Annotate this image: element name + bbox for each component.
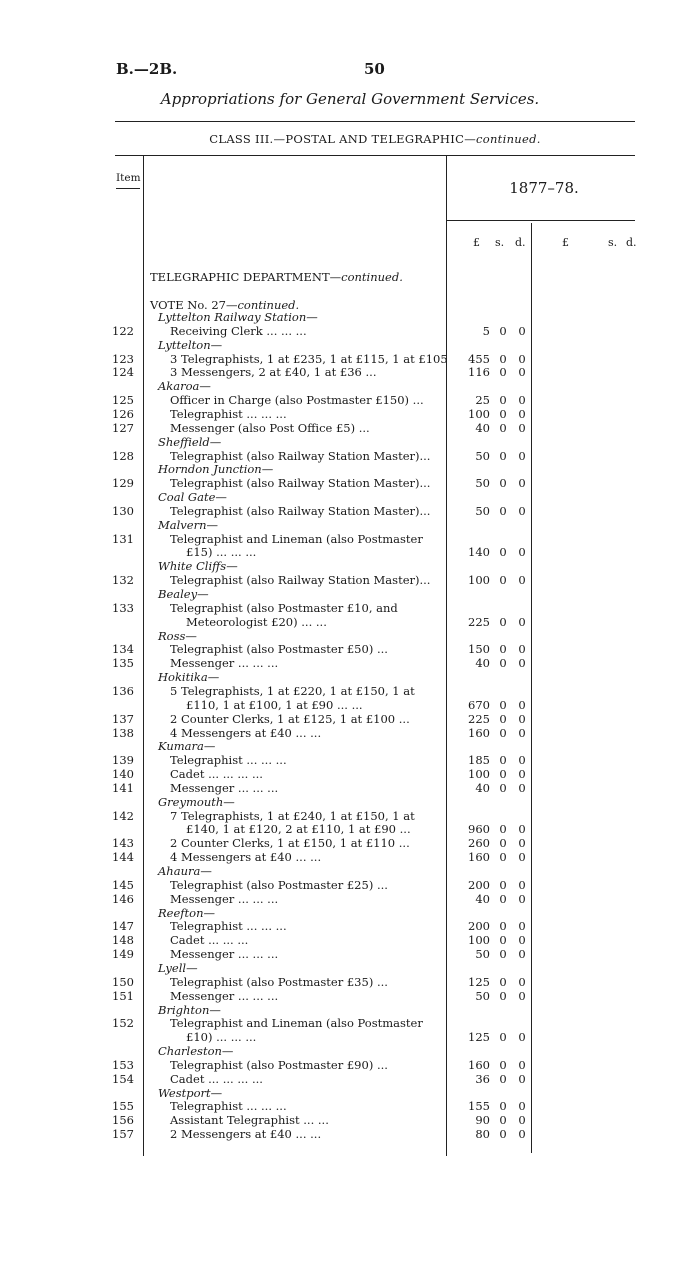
place-heading: Lyttelton Railway Station— bbox=[158, 310, 318, 324]
item-description: 3 Messengers, 2 at £40, 1 at £36 ... bbox=[170, 365, 377, 380]
amount-pence: 0 bbox=[518, 697, 526, 712]
item-number: 129 bbox=[112, 476, 134, 491]
amount-pence: 0 bbox=[518, 947, 526, 962]
amount-pounds: 40 bbox=[475, 780, 490, 795]
amount-shillings: 0 bbox=[499, 1071, 507, 1086]
amount-pence: 0 bbox=[518, 476, 526, 491]
amount-pounds: 100 bbox=[468, 933, 490, 948]
amount-pence: 0 bbox=[518, 573, 526, 588]
amount-shillings: 0 bbox=[499, 448, 507, 463]
amount-pounds: 200 bbox=[468, 877, 490, 892]
place-heading: Hokitika— bbox=[158, 670, 220, 685]
item-number: 157 bbox=[112, 1127, 134, 1142]
item-number: 130 bbox=[112, 503, 134, 518]
item-number: 147 bbox=[112, 919, 134, 934]
place-heading: Akaroa— bbox=[158, 379, 211, 394]
item-number: 136 bbox=[112, 683, 134, 698]
amount-pence: 0 bbox=[518, 933, 526, 948]
item-number: 152 bbox=[112, 1016, 134, 1031]
item-description: Telegraphist (also Railway Station Master)... bbox=[170, 503, 431, 518]
page-title-text: Appropriations for General Government Services. bbox=[160, 90, 540, 108]
amount-pence: 0 bbox=[518, 850, 526, 865]
amount-pounds: 185 bbox=[468, 753, 490, 768]
amount-pounds: 80 bbox=[475, 1127, 490, 1142]
amount-pence: 0 bbox=[518, 365, 526, 380]
class-heading-text: CLASS III.—POSTAL AND TELEGRAPHIC— bbox=[209, 132, 476, 146]
amount-pence: 0 bbox=[518, 642, 526, 657]
item-description: Messenger ... ... ... bbox=[170, 988, 279, 1003]
item-number: 128 bbox=[112, 448, 134, 463]
year-under-rule bbox=[447, 220, 635, 221]
amount-shillings: 0 bbox=[499, 573, 507, 588]
item-description-continued: Meteorologist £20) ... ... bbox=[186, 614, 327, 629]
amount-pence: 0 bbox=[518, 1099, 526, 1114]
amount-pence: 0 bbox=[518, 545, 526, 560]
item-description: Telegraphist ... ... ... bbox=[170, 406, 287, 421]
item-number: 141 bbox=[112, 780, 134, 795]
item-description: Officer in Charge (also Postmaster £150) ... bbox=[170, 393, 424, 408]
amount-pence: 0 bbox=[518, 420, 526, 435]
amount-pounds: 40 bbox=[475, 420, 490, 435]
item-description: 4 Messengers at £40 ... ... bbox=[170, 850, 322, 865]
amount-shillings: 0 bbox=[499, 545, 507, 560]
amount-pounds: 455 bbox=[468, 351, 490, 366]
item-number: 138 bbox=[112, 725, 134, 740]
item-description: Telegraphist (also Railway Station Master)... bbox=[170, 476, 431, 491]
item-number: 122 bbox=[112, 323, 134, 338]
amount-pounds: 960 bbox=[468, 822, 490, 837]
place-heading: Ross— bbox=[158, 628, 197, 643]
item-number: 124 bbox=[112, 365, 134, 380]
amount-pounds: 160 bbox=[468, 725, 490, 740]
amount-pence: 0 bbox=[518, 753, 526, 768]
item-description: Cadet ... ... ... ... bbox=[170, 767, 263, 782]
amount-shillings: 0 bbox=[499, 1030, 507, 1045]
item-description-continued: £15) ... ... ... bbox=[186, 545, 257, 560]
item-description: Receiving Clerk ... ... ... bbox=[170, 323, 307, 338]
class-heading-suffix: continued. bbox=[476, 132, 541, 146]
item-description: Telegraphist and Lineman (also Postmaster bbox=[170, 1016, 423, 1031]
amount-pounds: 40 bbox=[475, 656, 490, 671]
amount-pounds: 670 bbox=[468, 697, 490, 712]
amount-pounds: 100 bbox=[468, 406, 490, 421]
amount-shillings: 0 bbox=[499, 614, 507, 629]
amount-pounds: 260 bbox=[468, 836, 490, 851]
amount-pence: 0 bbox=[518, 448, 526, 463]
amount-pence: 0 bbox=[518, 1030, 526, 1045]
amount-shillings: 0 bbox=[499, 836, 507, 851]
amount-pounds: 160 bbox=[468, 850, 490, 865]
amount-pence: 0 bbox=[518, 406, 526, 421]
item-number: 139 bbox=[112, 753, 134, 768]
amount-pence: 0 bbox=[518, 780, 526, 795]
amount-shillings: 0 bbox=[499, 1113, 507, 1128]
amount-pence: 0 bbox=[518, 1071, 526, 1086]
amount-shillings: 0 bbox=[499, 988, 507, 1003]
col1-shilling-header: s. bbox=[495, 236, 505, 249]
amount-pounds: 116 bbox=[468, 365, 490, 380]
item-description: Messenger (also Post Office £5) ... bbox=[170, 420, 370, 435]
amount-shillings: 0 bbox=[499, 1057, 507, 1072]
amount-pounds: 225 bbox=[468, 614, 490, 629]
item-description: Telegraphist (also Postmaster £25) ... bbox=[170, 877, 388, 892]
place-heading: Westport— bbox=[158, 1085, 223, 1100]
item-description: 4 Messengers at £40 ... ... bbox=[170, 725, 322, 740]
col1-pence-header: d. bbox=[515, 236, 526, 249]
amount-pence: 0 bbox=[518, 919, 526, 934]
item-column-rule bbox=[143, 156, 144, 1156]
place-heading: Brighton— bbox=[158, 1002, 221, 1017]
item-number: 134 bbox=[112, 642, 134, 657]
item-description: 3 Telegraphists, 1 at £235, 1 at £115, 1 at £105 bbox=[170, 351, 448, 366]
amount-shillings: 0 bbox=[499, 420, 507, 435]
amount-shillings: 0 bbox=[499, 1127, 507, 1142]
amount-pounds: 50 bbox=[475, 448, 490, 463]
amount-pence: 0 bbox=[518, 1113, 526, 1128]
vote-text: VOTE No. 27— bbox=[150, 298, 238, 312]
amount-pounds: 125 bbox=[468, 974, 490, 989]
amount-split-rule bbox=[531, 223, 532, 1153]
amount-shillings: 0 bbox=[499, 1099, 507, 1114]
item-description: Telegraphist (also Postmaster £10, and bbox=[170, 600, 398, 615]
item-description: Telegraphist (also Postmaster £50) ... bbox=[170, 642, 388, 657]
amount-pounds: 160 bbox=[468, 1057, 490, 1072]
amount-pence: 0 bbox=[518, 393, 526, 408]
amount-shillings: 0 bbox=[499, 891, 507, 906]
item-number: 127 bbox=[112, 420, 134, 435]
department-heading bbox=[150, 270, 403, 284]
item-description: Messenger ... ... ... bbox=[170, 891, 279, 906]
item-number: 131 bbox=[112, 531, 134, 546]
title-rule bbox=[115, 121, 635, 122]
item-description-continued: £10) ... ... ... bbox=[186, 1030, 257, 1045]
amount-shillings: 0 bbox=[499, 393, 507, 408]
place-heading: Sheffield— bbox=[158, 434, 222, 449]
amount-pounds: 5 bbox=[482, 323, 490, 338]
amount-shillings: 0 bbox=[499, 877, 507, 892]
amount-pence: 0 bbox=[518, 656, 526, 671]
item-column-header: Item bbox=[116, 172, 141, 184]
item-number: 155 bbox=[112, 1099, 134, 1114]
amount-shillings: 0 bbox=[499, 697, 507, 712]
item-number: 146 bbox=[112, 891, 134, 906]
item-number: 132 bbox=[112, 573, 134, 588]
amount-pence: 0 bbox=[518, 877, 526, 892]
item-number: 123 bbox=[112, 351, 134, 366]
item-description: 7 Telegraphists, 1 at £240, 1 at £150, 1 at bbox=[170, 808, 415, 823]
place-heading: Malvern— bbox=[158, 517, 219, 532]
item-description: Telegraphist ... ... ... bbox=[170, 919, 287, 934]
place-heading: White Cliffs— bbox=[158, 559, 238, 574]
amount-pence: 0 bbox=[518, 323, 526, 338]
item-description-continued: £140, 1 at £120, 2 at £110, 1 at £90 ... bbox=[186, 822, 411, 837]
amount-pounds: 90 bbox=[475, 1113, 490, 1128]
table-top-rule bbox=[115, 155, 635, 156]
item-number: 126 bbox=[112, 406, 134, 421]
amount-shillings: 0 bbox=[499, 323, 507, 338]
amount-pence: 0 bbox=[518, 351, 526, 366]
amount-pounds: 50 bbox=[475, 476, 490, 491]
item-number: 149 bbox=[112, 947, 134, 962]
item-number: 148 bbox=[112, 933, 134, 948]
place-heading: Horndon Junction— bbox=[158, 462, 274, 477]
amount-shillings: 0 bbox=[499, 711, 507, 726]
item-description: Telegraphist (also Postmaster £90) ... bbox=[170, 1057, 388, 1072]
place-heading: Lyttelton— bbox=[158, 337, 223, 352]
amount-shillings: 0 bbox=[499, 351, 507, 366]
amount-pence: 0 bbox=[518, 614, 526, 629]
document-reference: B.—2B. bbox=[116, 60, 178, 78]
amount-shillings: 0 bbox=[499, 947, 507, 962]
page-number: 50 bbox=[364, 60, 385, 78]
amount-pence: 0 bbox=[518, 822, 526, 837]
item-description: 2 Counter Clerks, 1 at £150, 1 at £110 ... bbox=[170, 836, 410, 851]
item-description: Telegraphist ... ... ... bbox=[170, 753, 287, 768]
amount-pounds: 50 bbox=[475, 947, 490, 962]
item-description: Cadet ... ... ... ... bbox=[170, 1071, 263, 1086]
item-description-continued: £110, 1 at £100, 1 at £90 ... ... bbox=[186, 697, 363, 712]
item-number: 142 bbox=[112, 808, 134, 823]
col2-shilling-header: s. bbox=[608, 236, 618, 249]
place-heading: Lyell— bbox=[158, 960, 198, 975]
amount-pounds: 150 bbox=[468, 642, 490, 657]
place-heading: Kumara— bbox=[158, 739, 216, 754]
item-description: Messenger ... ... ... bbox=[170, 780, 279, 795]
amount-pounds: 100 bbox=[468, 573, 490, 588]
item-description: 2 Messengers at £40 ... ... bbox=[170, 1127, 322, 1142]
amount-shillings: 0 bbox=[499, 503, 507, 518]
item-description: Telegraphist ... ... ... bbox=[170, 1099, 287, 1114]
amount-pounds: 36 bbox=[475, 1071, 490, 1086]
amount-shillings: 0 bbox=[499, 822, 507, 837]
item-description: Telegraphist and Lineman (also Postmaster bbox=[170, 531, 423, 546]
item-number: 154 bbox=[112, 1071, 134, 1086]
amount-shillings: 0 bbox=[499, 767, 507, 782]
amount-pounds: 155 bbox=[468, 1099, 490, 1114]
amount-shillings: 0 bbox=[499, 974, 507, 989]
item-description: Telegraphist (also Postmaster £35) ... bbox=[170, 974, 388, 989]
item-number: 143 bbox=[112, 836, 134, 851]
item-number: 133 bbox=[112, 600, 134, 615]
amount-pence: 0 bbox=[518, 1127, 526, 1142]
item-number: 156 bbox=[112, 1113, 134, 1128]
amount-shillings: 0 bbox=[499, 725, 507, 740]
amount-pence: 0 bbox=[518, 836, 526, 851]
place-heading: Bealey— bbox=[158, 587, 209, 601]
item-description: Messenger ... ... ... bbox=[170, 656, 279, 671]
amount-shillings: 0 bbox=[499, 753, 507, 768]
item-number: 135 bbox=[112, 656, 134, 671]
col2-pound-header: £ bbox=[562, 236, 569, 249]
item-description: Telegraphist (also Railway Station Master)... bbox=[170, 448, 431, 463]
class-heading bbox=[115, 132, 635, 146]
department-suffix: continued. bbox=[341, 270, 403, 284]
vote-suffix: continued. bbox=[237, 298, 300, 312]
amount-pence: 0 bbox=[518, 711, 526, 726]
item-header-underline bbox=[116, 188, 140, 189]
item-description: Assistant Telegraphist ... ... bbox=[170, 1113, 329, 1128]
year-heading: 1877–78. bbox=[509, 179, 579, 197]
amount-pounds: 125 bbox=[468, 1030, 490, 1045]
amount-shillings: 0 bbox=[499, 656, 507, 671]
col1-pound-header: £ bbox=[473, 236, 480, 249]
amount-shillings: 0 bbox=[499, 919, 507, 934]
amount-pounds: 25 bbox=[475, 393, 490, 408]
amount-shillings: 0 bbox=[499, 642, 507, 657]
item-description: 2 Counter Clerks, 1 at £125, 1 at £100 ... bbox=[170, 711, 410, 726]
amount-shillings: 0 bbox=[499, 933, 507, 948]
item-number: 125 bbox=[112, 393, 134, 408]
place-heading: Ahaura— bbox=[158, 864, 212, 878]
item-number: 150 bbox=[112, 974, 134, 989]
amount-pounds: 50 bbox=[475, 988, 490, 1003]
amount-pence: 0 bbox=[518, 767, 526, 782]
amount-shillings: 0 bbox=[499, 850, 507, 865]
place-heading: Reefton— bbox=[158, 905, 215, 920]
amount-shillings: 0 bbox=[499, 406, 507, 421]
amount-pence: 0 bbox=[518, 891, 526, 906]
amount-pounds: 225 bbox=[468, 711, 490, 726]
amount-pounds: 200 bbox=[468, 919, 490, 934]
amount-pounds: 50 bbox=[475, 503, 490, 518]
amount-column-rule bbox=[446, 156, 447, 1156]
item-number: 145 bbox=[112, 877, 134, 892]
amount-pence: 0 bbox=[518, 988, 526, 1003]
item-description: Cadet ... ... ... bbox=[170, 933, 249, 948]
page-title bbox=[0, 90, 700, 108]
item-number: 153 bbox=[112, 1057, 134, 1072]
item-number: 151 bbox=[112, 988, 134, 1003]
place-heading: Coal Gate— bbox=[158, 490, 227, 505]
amount-pounds: 140 bbox=[468, 545, 490, 560]
item-number: 137 bbox=[112, 711, 134, 726]
amount-pence: 0 bbox=[518, 974, 526, 989]
amount-shillings: 0 bbox=[499, 365, 507, 380]
amount-pounds: 100 bbox=[468, 767, 490, 782]
amount-pounds: 40 bbox=[475, 891, 490, 906]
amount-pence: 0 bbox=[518, 725, 526, 740]
amount-pence: 0 bbox=[518, 503, 526, 518]
col2-pence-header: d. bbox=[626, 236, 637, 249]
item-description: Messenger ... ... ... bbox=[170, 947, 279, 962]
amount-pence: 0 bbox=[518, 1057, 526, 1072]
place-heading: Charleston— bbox=[158, 1044, 234, 1059]
amount-shillings: 0 bbox=[499, 780, 507, 795]
item-number: 140 bbox=[112, 767, 134, 782]
amount-shillings: 0 bbox=[499, 476, 507, 491]
place-heading: Greymouth— bbox=[158, 794, 235, 809]
item-description: 5 Telegraphists, 1 at £220, 1 at £150, 1 at bbox=[170, 683, 415, 698]
item-number: 144 bbox=[112, 850, 134, 865]
item-description: Telegraphist (also Railway Station Master)... bbox=[170, 573, 431, 588]
department-text: TELEGRAPHIC DEPARTMENT— bbox=[150, 270, 342, 284]
